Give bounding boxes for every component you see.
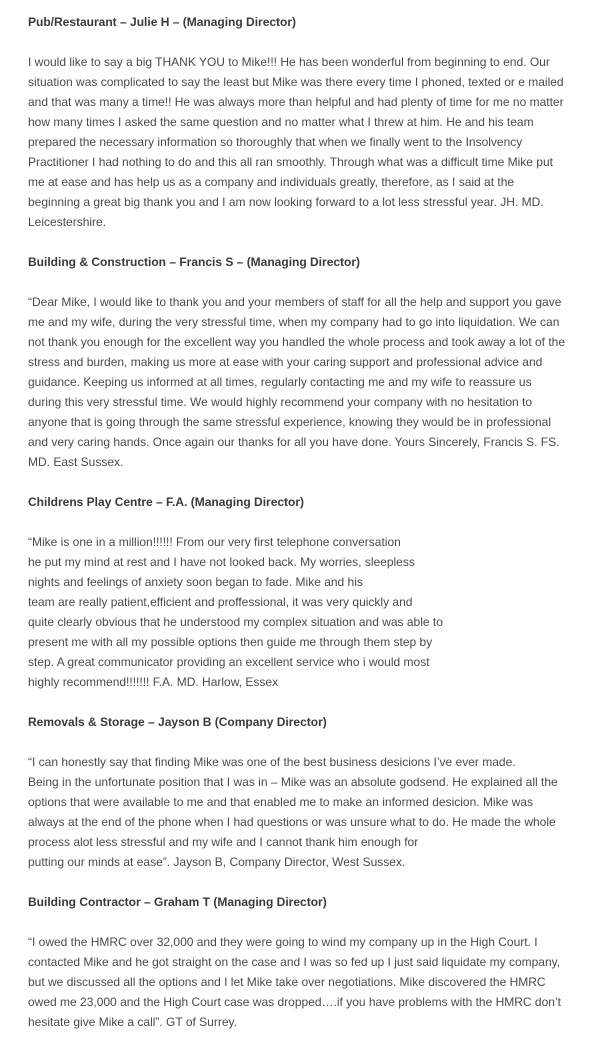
text-line: “Mike is one in a million!!!!!! From our very first telephone conversation [28,535,401,549]
text-line: me and my wife, during the very stressful time, when my company had to go into liquidation. We can [28,315,560,329]
text-line: owed me 23,000 and the High Court case was dropped….if you have problems with the HMRC don’t [28,995,561,1009]
text-line: contacted Mike and he got straight on the case and I was so fed up I just said liquidate my company, [28,955,561,969]
testimonial-heading: Pub/Restaurant – Julie H – (Managing Director) [28,15,297,29]
text-line: how many times I asked the same question and no matter what I threw at him. He and his team [28,115,534,129]
text-line: Being in the unfortunate position that I was in – Mike was an absolute godsend. He explained all the [28,775,558,789]
text-line: anyone that is going through the same stressful experience, knowing they would be in professional [28,415,551,429]
text-line: and very caring hands. Once again our thanks for all you have done. Yours Sincerely, Francis S. FS. [28,435,560,449]
text-line: not thank you enough for the excellent way you handled the whole process and took away a lot of the [28,335,566,349]
text-line: I would like to say a big THANK YOU to Mike!!! He has been wonderful from beginning to end. Our [28,55,550,69]
text-line: step. A great communicator providing an excellent service who i would most [28,655,430,669]
testimonial-heading: Removals & Storage – Jayson B (Company Director) [28,715,327,729]
testimonial [28,712,603,872]
text-line: always at the end of the phone when I had questions or was unsure what to do. He made the whole [28,815,556,829]
testimonial-heading: Building Contractor – Graham T (Managing Director) [28,895,327,909]
text-line: present me with all my possible options then guide me through them step by [28,635,433,649]
text-line: me at ease and has help us as a company and individuals greatly, therefore, as I said at the [28,175,515,189]
text-line: “Dear Mike, I would like to thank you and your members of staff for all the help and support you gave [28,295,562,309]
text-line: during this very stressful time. We would highly recommend your company with no hesitation to [28,395,533,409]
text-line: quite clearly obvious that he understood my complex situation and was able to [28,615,443,629]
text-line: guidance. Keeping us informed at all times, regularly contacting me and my wife to reassure us [28,375,532,389]
testimonial-text [28,752,603,872]
text-line: highly recommend!!!!!!! F.A. MD. Harlow, Essex [28,675,279,689]
testimonial [28,892,603,1032]
testimonial [28,492,603,692]
text-line: process alot less stressful and my wife and I cannot thank him enough for [28,835,419,849]
testimonial-text [28,52,603,232]
text-line: he put my mind at rest and I have not looked back. My worries, sleepless [28,555,415,569]
text-line: hesitate give Mike a call”. GT of Surrey. [28,1015,237,1029]
testimonial-text [28,292,603,472]
text-line: MD. East Sussex. [28,455,124,469]
text-line: putting our minds at ease”. Jayson B, Company Director, West Sussex. [28,855,406,869]
testimonial [28,12,603,232]
text-line: Leicestershire. [28,215,107,229]
testimonial-heading: Building & Construction – Francis S – (Managing Director) [28,255,361,269]
text-line: options that were available to me and that enabled me to make an informed desicion. Mike was [28,795,533,809]
text-line: nights and feelings of anxiety soon began to fade. Mike and his [28,575,363,589]
testimonial-heading: Childrens Play Centre – F.A. (Managing Director) [28,495,305,509]
testimonial-text [28,932,603,1032]
text-line: “I can honestly say that finding Mike was one of the best business desicions I’ve ever made. [28,755,516,769]
text-line: “I owed the HMRC over 32,000 and they were going to wind my company up in the High Court. I [28,935,538,949]
text-line: stress and burden, making us more at ease with your caring support and professional advice and [28,355,543,369]
testimonial-text [28,532,603,692]
text-line: team are really patient,efficient and proffessional, it was very quickly and [28,595,413,609]
text-line: and that was many a time!! He was always more than helpful and had plenty of time for me no matter [28,95,564,109]
text-line: beginning a great big thank you and I am now looking forward to a lot less stressful year. JH. MD. [28,195,544,209]
text-line: prepared the necessary information so thoroughly that when we finally went to the Insolvency [28,135,523,149]
testimonial [28,252,603,472]
text-line: Practitioner I had nothing to do and this all ran smoothly. Through what was a difficult time Mike put [28,155,553,169]
text-line: situation was complicated to say the least but Mike was there every time I phoned, texted or e mailed [28,75,564,89]
text-line: but we discussed all the options and I let Mike take over negotiations. Mike discovered the HMRC [28,975,546,989]
